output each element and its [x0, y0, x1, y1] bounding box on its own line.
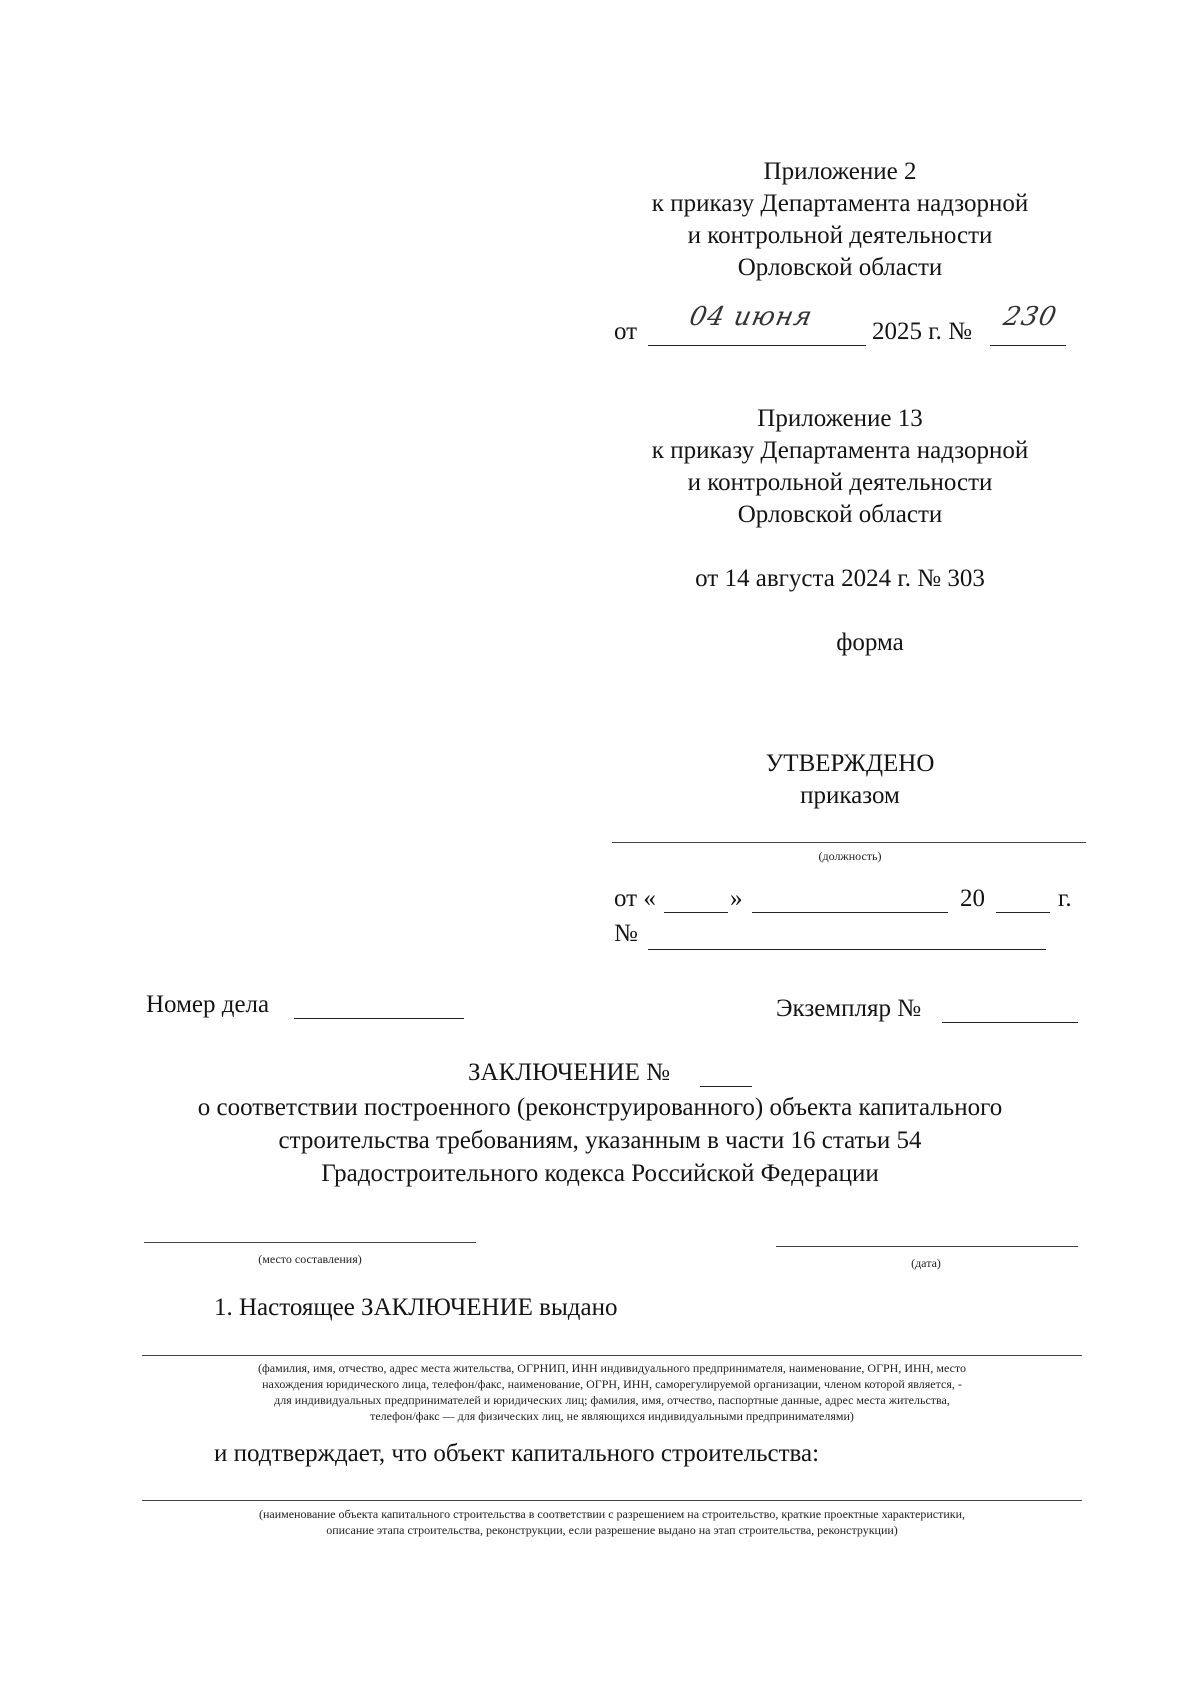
appendix-2-line3: Орловской области: [737, 254, 943, 281]
position-blank-line: [612, 842, 1086, 843]
appendix-13-line2: и контрольной деятельности: [687, 469, 993, 496]
appendix-2-year-label: 2025 г. №: [872, 318, 973, 345]
issued-to-blank-line: [142, 1355, 1082, 1356]
approval-from-open: от «: [614, 885, 656, 912]
copy-number-blank: [942, 1022, 1078, 1023]
approval-month-blank: [752, 912, 948, 913]
number-blank-line: [990, 345, 1066, 346]
conclusion-number-blank: [700, 1086, 752, 1087]
issued-to-caption-line3: для индивидуальных предпринимателей и юридических лиц; фамилия, имя, отчество, паспортные данные, адрес места жительства,: [274, 1393, 950, 1407]
appendix-13-line3: Орловской области: [737, 501, 943, 528]
object-caption-line1: (наименование объекта капитального строительства в соответствии с разрешением на строительство, краткие проектные характеристики,: [258, 1507, 966, 1521]
appendix-2-title: Приложение 2: [763, 158, 917, 185]
approval-year-blank: [996, 912, 1050, 913]
appendix-2-from-label: от: [614, 318, 638, 345]
form-label: форма: [836, 629, 904, 656]
appendix-13-line1: к приказу Департамента надзорной: [651, 437, 1029, 464]
approval-from-close: »: [730, 885, 743, 912]
conclusion-line1: о соответствии построенного (реконструированного) объекта капитального: [197, 1094, 1003, 1121]
approved-title: УТВЕРЖДЕНО: [765, 750, 935, 777]
appendix-2-line1: к приказу Департамента надзорной: [651, 190, 1029, 217]
object-caption-line2: описание этапа строительства, реконструкции, если разрешение выдано на этап строительства, реконструкции): [326, 1523, 898, 1537]
date-blank-line: [648, 345, 866, 346]
position-caption: (должность): [818, 849, 882, 863]
appendix-2-line2: и контрольной деятельности: [687, 222, 993, 249]
issued-to-caption-line2: нахождения юридического лица, телефон/факс, наименование, ОГРН, ИНН, саморегулируемой организации, членом которой является, -: [262, 1377, 962, 1391]
conclusion-line3: Градостроительного кодекса Российской Федерации: [321, 1160, 879, 1187]
issued-to-caption-line4: телефон/факс — для физических лиц, не являющихся индивидуальными предпринимателями): [370, 1409, 854, 1423]
conclusion-line2: строительства требованиям, указанным в части 16 статьи 54: [278, 1127, 922, 1154]
date-caption: (дата): [911, 1256, 941, 1270]
confirms-text: и подтверждает, что объект капитального строительства:: [214, 1440, 820, 1467]
issued-to-caption-line1: (фамилия, имя, отчество, адрес места жительства, ОГРНИП, ИНН индивидуального предпринимателя, наименование, ОГРН, ИНН, место: [258, 1361, 966, 1375]
handwritten-date: 04 июня: [686, 302, 816, 332]
appendix-13-date-line: от 14 августа 2024 г. № 303: [695, 565, 985, 592]
date-blank-line-2: [776, 1246, 1078, 1247]
place-blank-line: [144, 1242, 476, 1243]
approved-subtitle: приказом: [800, 782, 900, 809]
approval-day-blank: [664, 912, 728, 913]
appendix-13-title: Приложение 13: [757, 405, 923, 432]
case-number-label: Номер дела: [146, 991, 270, 1018]
conclusion-title: ЗАКЛЮЧЕНИЕ №: [468, 1059, 670, 1086]
handwritten-number: 230: [1000, 302, 1060, 332]
case-number-blank: [294, 1018, 464, 1019]
item-1-text: 1. Настоящее ЗАКЛЮЧЕНИЕ выдано: [214, 1294, 618, 1321]
approval-number-blank: [648, 949, 1046, 950]
object-blank-line: [142, 1500, 1082, 1501]
approval-number-label: №: [614, 920, 638, 947]
approval-century: 20: [960, 885, 985, 912]
approval-year-suffix: г.: [1058, 885, 1072, 912]
place-caption: (место составления): [258, 1252, 362, 1266]
copy-number-label: Экземпляр №: [776, 995, 922, 1022]
